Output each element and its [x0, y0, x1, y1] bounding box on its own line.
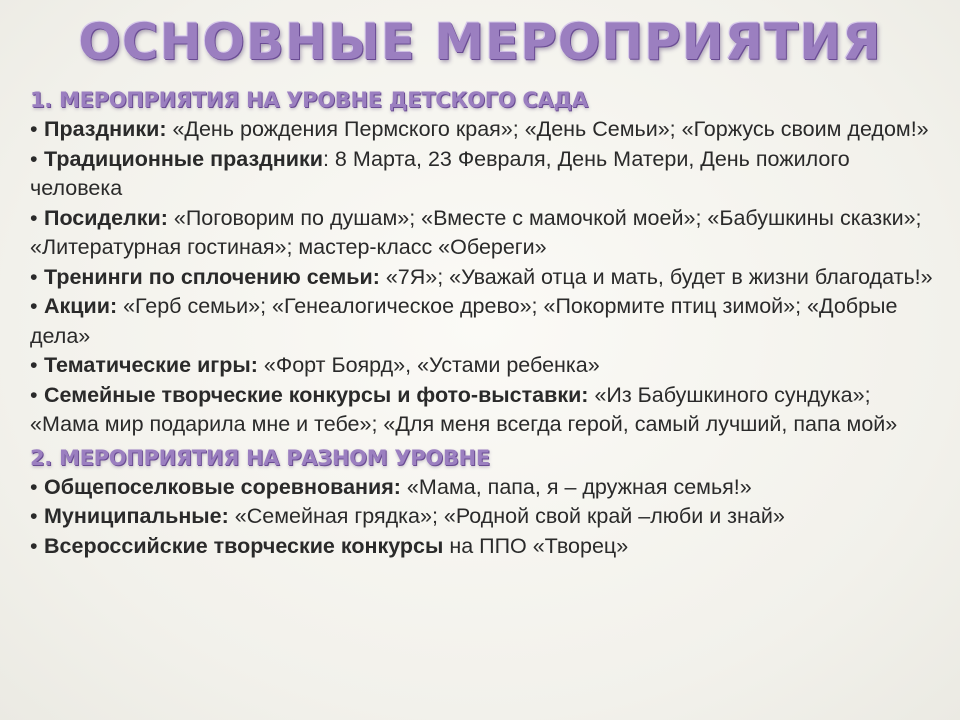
section-heading-kindergarten: 1. МЕРОПРИЯТИЯ НА УРОВНЕ ДЕТСКОГО САДА: [30, 88, 588, 112]
list-item-family-contests: [30, 381, 935, 440]
bullet-icon: •: [30, 353, 38, 377]
bullet-icon: •: [30, 264, 38, 289]
item-text: «Мама, папа, я – дружная семья!»: [400, 474, 752, 499]
item-label: Традиционные праздники: [44, 146, 323, 171]
item-text: «Из Бабушкиного сундука»; «Мама мир подарила мне и тебе»; «Для меня всегда герой, самый лучший, папа мой»: [30, 382, 898, 436]
item-text: «Форт Боярд», «Устами ребенка»: [257, 353, 600, 377]
item-label: Тематические игры:: [44, 353, 258, 377]
item-label: Всероссийские творческие конкурсы: [44, 533, 444, 558]
bullet-icon: •: [30, 205, 38, 230]
list-item-municipal: [30, 502, 935, 532]
item-text: : 8 Марта, 23 Февраля, День Матери, День пожилого человека: [30, 146, 850, 200]
list-item-gatherings: [30, 204, 935, 263]
item-text: «Герб семьи»; «Генеалогическое древо»; «Покормите птиц зимой»; «Добрые дела»: [30, 294, 898, 348]
item-label: Акции:: [44, 294, 118, 318]
item-text: «День рождения Пермского края»; «День Семьи»; «Горжусь своим дедом!»: [166, 117, 929, 141]
item-text: «7Я»; «Уважай отца и мать, будет в жизни благодать!»: [379, 264, 933, 289]
slide-content: [30, 85, 935, 561]
section-heading-various-levels: 2. МЕРОПРИЯТИЯ НА РАЗНОМ УРОВНЕ: [30, 445, 490, 470]
list-item-trainings: [30, 263, 935, 293]
bullet-icon: •: [30, 117, 38, 141]
item-label: Семейные творческие конкурсы и фото-выставки:: [44, 382, 589, 407]
list-item-all-russian: [30, 532, 935, 562]
item-text: на ППО «Творец»: [443, 533, 629, 558]
list-item-holidays: [30, 115, 935, 145]
item-text: «Поговорим по душам»; «Вместе с мамочкой моей»; «Бабушкины сказки»; «Литературная гостиная»; мастер-класс «Обереги»: [30, 205, 922, 259]
list-item-village-competitions: [30, 473, 935, 503]
list-item-traditional-holidays: [30, 145, 935, 204]
bullet-icon: •: [30, 533, 38, 558]
slide-title: ОСНОВНЫЕ МЕРОПРИЯТИЯ: [78, 13, 882, 71]
bullet-icon: •: [30, 382, 38, 407]
list-item-actions: [30, 292, 935, 351]
item-label: Посиделки:: [44, 205, 168, 230]
item-text: «Семейная грядка»; «Родной свой край –люби и знай»: [228, 504, 785, 528]
item-label: Общепоселковые соревнования:: [44, 474, 401, 499]
item-label: Тренинги по сплочению семьи:: [44, 264, 380, 289]
list-item-thematic-games: [30, 351, 935, 381]
bullet-icon: •: [30, 294, 38, 318]
bullet-icon: •: [30, 504, 38, 528]
bullet-icon: •: [30, 146, 38, 171]
item-label: Праздники:: [44, 117, 167, 141]
item-label: Муниципальные:: [44, 504, 229, 528]
bullet-icon: •: [30, 474, 38, 499]
